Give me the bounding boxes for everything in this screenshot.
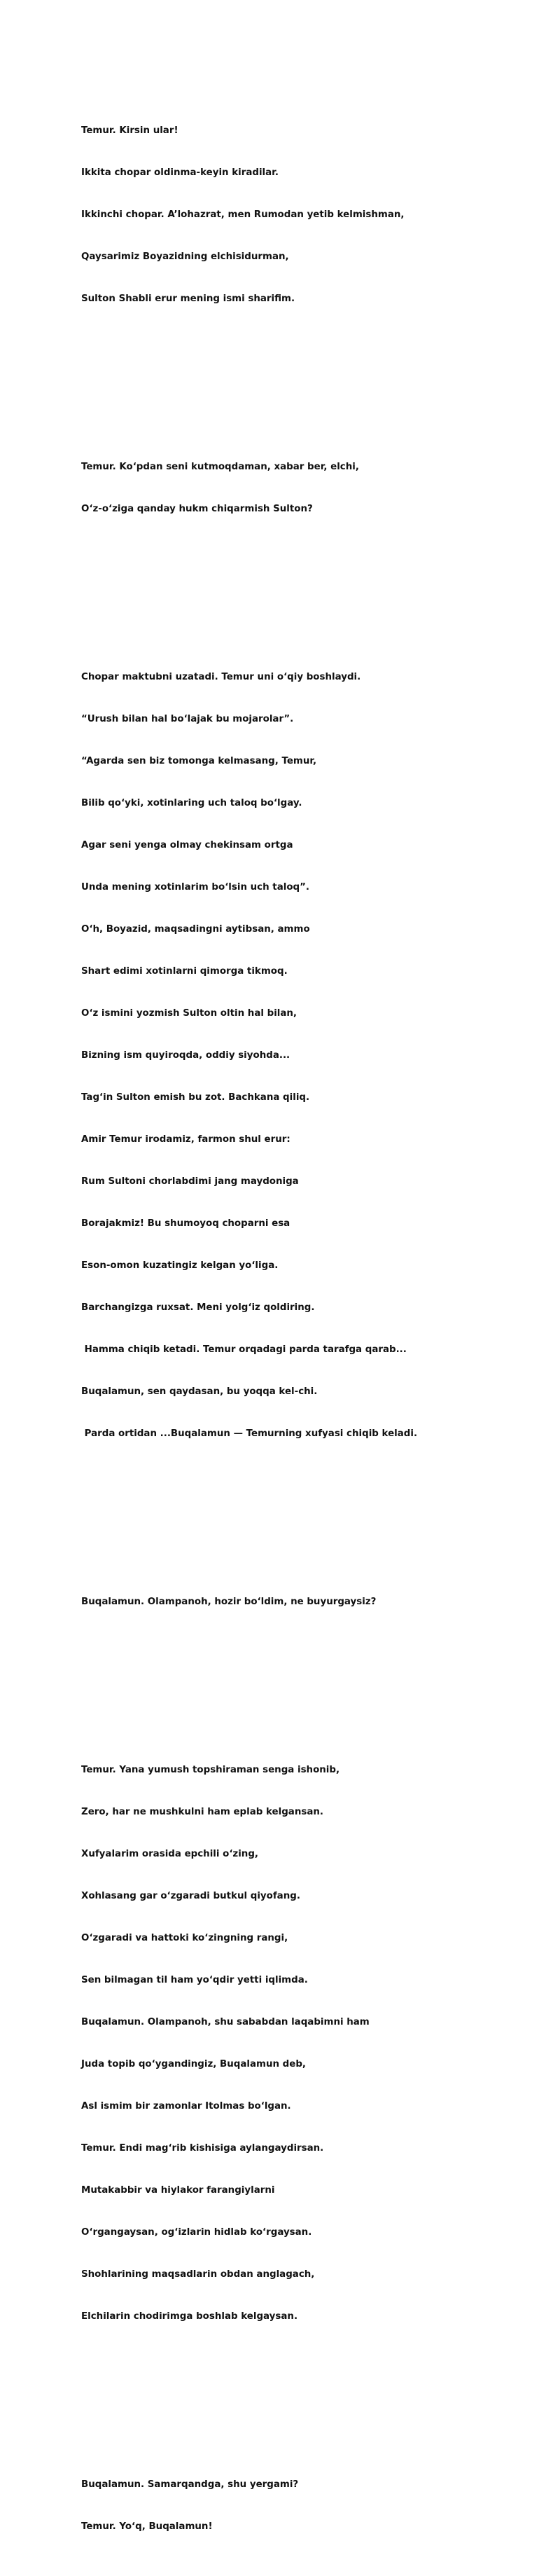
text-line: Rum Sultoni chorlabdimi jang maydoniga — [81, 1176, 299, 1187]
paragraph-gap — [81, 1497, 543, 1511]
paragraph — [81, 1567, 543, 1637]
text-line: Agar seni yenga olmay chekinsam ortga — [81, 840, 293, 850]
text-line: Ikkinchi chopar. A’lohazrat, men Rumodan yetib kelmishman, — [81, 209, 405, 220]
text-line: Buqalamun, sen qaydasan, bu yoqqa kel-chi. — [81, 1386, 318, 1397]
text-line: Barchangizga ruxsat. Meni yolg‘iz qoldiring. — [81, 1302, 315, 1313]
text-line: Buqalamun. Samarqandga, shu yergami? — [81, 2479, 299, 2490]
text-line: O‘z ismini yozmish Sulton oltin hal bilan, — [81, 1008, 298, 1019]
text-line: Tag‘in Sulton emish bu zot. Bachkana qiliq. — [81, 1092, 310, 1103]
paragraph-gap — [81, 1665, 543, 1679]
text-line: Xufyalarim orasida epchili o‘zing, — [81, 1849, 259, 1859]
text-line: Hamma chiqib ketadi. Temur orqadagi parda tarafga qarab... — [81, 1344, 407, 1355]
text-line: “Agarda sen biz tomonga kelmasang, Temur, — [81, 756, 317, 766]
text-line: Borajakmiz! Bu shumoyoq choparni esa — [81, 1218, 290, 1229]
document-body — [81, 54, 543, 2576]
text-line: Temur. Ko‘pdan seni kutmoqdaman, xabar ber, elchi, — [81, 462, 359, 472]
text-line: Zero, har ne mushkulni ham eplab kelgansan. — [81, 1807, 323, 1817]
text-line: Asl ismim bir zamonlar Itolmas bo‘lgan. — [81, 2101, 291, 2112]
paragraph — [81, 432, 543, 544]
text-line: Temur. Yo‘q, Buqalamun! — [81, 2521, 213, 2532]
text-line: Shart edimi xotinlarni qimorga tikmoq. — [81, 966, 288, 977]
text-line: Elchilarin chodirimga boshlab kelgaysan. — [81, 2311, 298, 2322]
text-line: Juda topib qo‘ygandingiz, Buqalamun deb, — [81, 2059, 307, 2069]
text-line: O‘z-o‘ziga qanday hukm chiqarmish Sulton? — [81, 504, 313, 514]
text-line: Buqalamun. Olampanoh, hozir bo‘ldim, ne buyurgaysiz? — [81, 1597, 377, 1607]
paragraph — [81, 1735, 543, 2352]
text-line: Bilib qo‘yki, xotinlaring uch taloq bo‘lgay. — [81, 798, 302, 808]
text-line: Temur. Kirsin ular! — [81, 125, 178, 136]
text-line: Parda ortidan ...Buqalamun — Temurning xufyasi chiqib keladi. — [81, 1428, 418, 1439]
paragraph — [81, 642, 543, 1469]
text-line: O‘rgangaysan, og‘izlarin hidlab ko‘rgaysan. — [81, 2227, 312, 2238]
paragraph-gap — [81, 2380, 543, 2394]
text-line: Sulton Shabli erur mening ismi sharifim. — [81, 294, 295, 304]
text-line: Sen bilmagan til ham yo‘qdir yetti iqlimda. — [81, 1975, 308, 1985]
text-line: Buqalamun. Olampanoh, shu sababdan laqabimni ham — [81, 2017, 370, 2027]
text-line: Chopar maktubni uzatadi. Temur uni o‘qiy boshlaydi. — [81, 672, 361, 682]
text-line: Mutakabbir va hiylakor farangiylarni — [81, 2185, 275, 2196]
text-line: Bizning ism quyiroqda, oddiy siyohda... — [81, 1050, 290, 1061]
text-line: Amir Temur irodamiz, farmon shul erur: — [81, 1134, 290, 1145]
paragraph — [81, 2450, 543, 2562]
text-line: O‘zgaradi va hattoki ko‘zingning rangi, — [81, 1933, 288, 1943]
paragraph-gap — [81, 572, 543, 586]
paragraph — [81, 96, 543, 334]
text-line: Shohlarining maqsadlarin obdan anglagach, — [81, 2269, 315, 2280]
text-line: “Urush bilan hal bo‘lajak bu mojarolar”. — [81, 714, 294, 724]
text-line: Temur. Endi mag‘rib kishisiga aylangaydirsan. — [81, 2143, 324, 2154]
text-line: Xohlasang gar o‘zgaradi butkul qiyofang. — [81, 1891, 300, 1901]
paragraph-gap — [81, 362, 543, 376]
text-line: Temur. Yana yumush topshiraman senga ishonib, — [81, 1765, 340, 1775]
text-line: Ikkita chopar oldinma-keyin kiradilar. — [81, 167, 279, 178]
text-line: Unda mening xotinlarim bo‘lsin uch taloq”. — [81, 882, 310, 893]
text-line: O‘h, Boyazid, maqsadingni aytibsan, ammo — [81, 924, 310, 935]
text-line: Eson-omon kuzatingiz kelgan yo‘liga. — [81, 1260, 279, 1271]
text-line: Qaysarimiz Boyazidning elchisidurman, — [81, 252, 289, 262]
